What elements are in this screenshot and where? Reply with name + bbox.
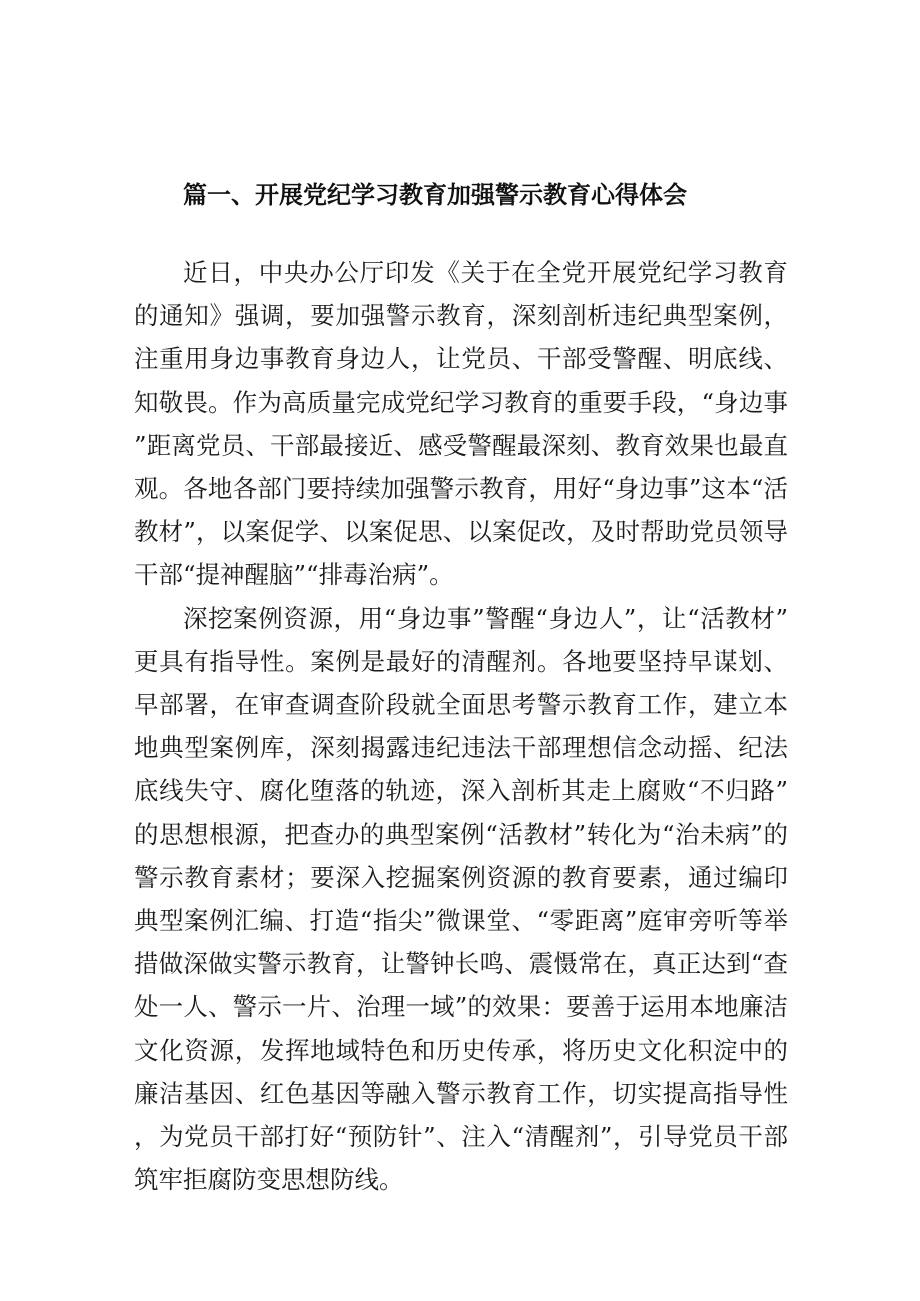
paragraph-1: 近日，中央办公厅印发《关于在全党开展党纪学习教育的通知》强调，要加强警示教育，深刻剖析违纪典型案例，注重用身边事教育身边人，让党员、干部受警醒、明底线、知敬畏。作为高质量完成党纪学习教育的重要手段，“身边事”距离党员、干部最接近、感受警醒最深刻、教育效果也最直观。各地各部门要持续加强警示教育，用好“身边事”这本“活教材”，以案促学、以案促思、以案促改，及时帮助党员领导干部“提神醒脑”“排毒治病”。	[134, 258, 788, 590]
document-title: 篇一、开展党纪学习教育加强警示教育心得体会	[183, 181, 687, 209]
document-body	[134, 251, 788, 1201]
paragraph-2: 深挖案例资源，用“身边事”警醒“身边人”，让“活教材”更具有指导性。案例是最好的清醒剂。各地要坚持早谋划、早部署，在审查调查阶段就全面思考警示教育工作，建立本地典型案例库，深刻揭露违纪违法干部理想信念动摇、纪法底线失守、腐化堕落的轨迹，深入剖析其走上腐败“不归路”的思想根源，把查办的典型案例“活教材”转化为“治未病”的警示教育素材；要深入挖掘案例资源的教育要素，通过编印典型案例汇编、打造“指尖”微课堂、“零距离”庭审旁听等举措做深做实警示教育，让警钟长鸣、震慑常在，真正达到“查处一人、警示一片、治理一域”的效果：要善于运用本地廉洁文化资源，发挥地域特色和历史传承，将历史文化积淀中的廉洁基因、红色基因等融入警示教育工作，切实提高指导性，为党员干部打好“预防针”、注入“清醒剂”，引导党员干部筑牢拒腐防变思想防线。	[134, 603, 788, 1195]
